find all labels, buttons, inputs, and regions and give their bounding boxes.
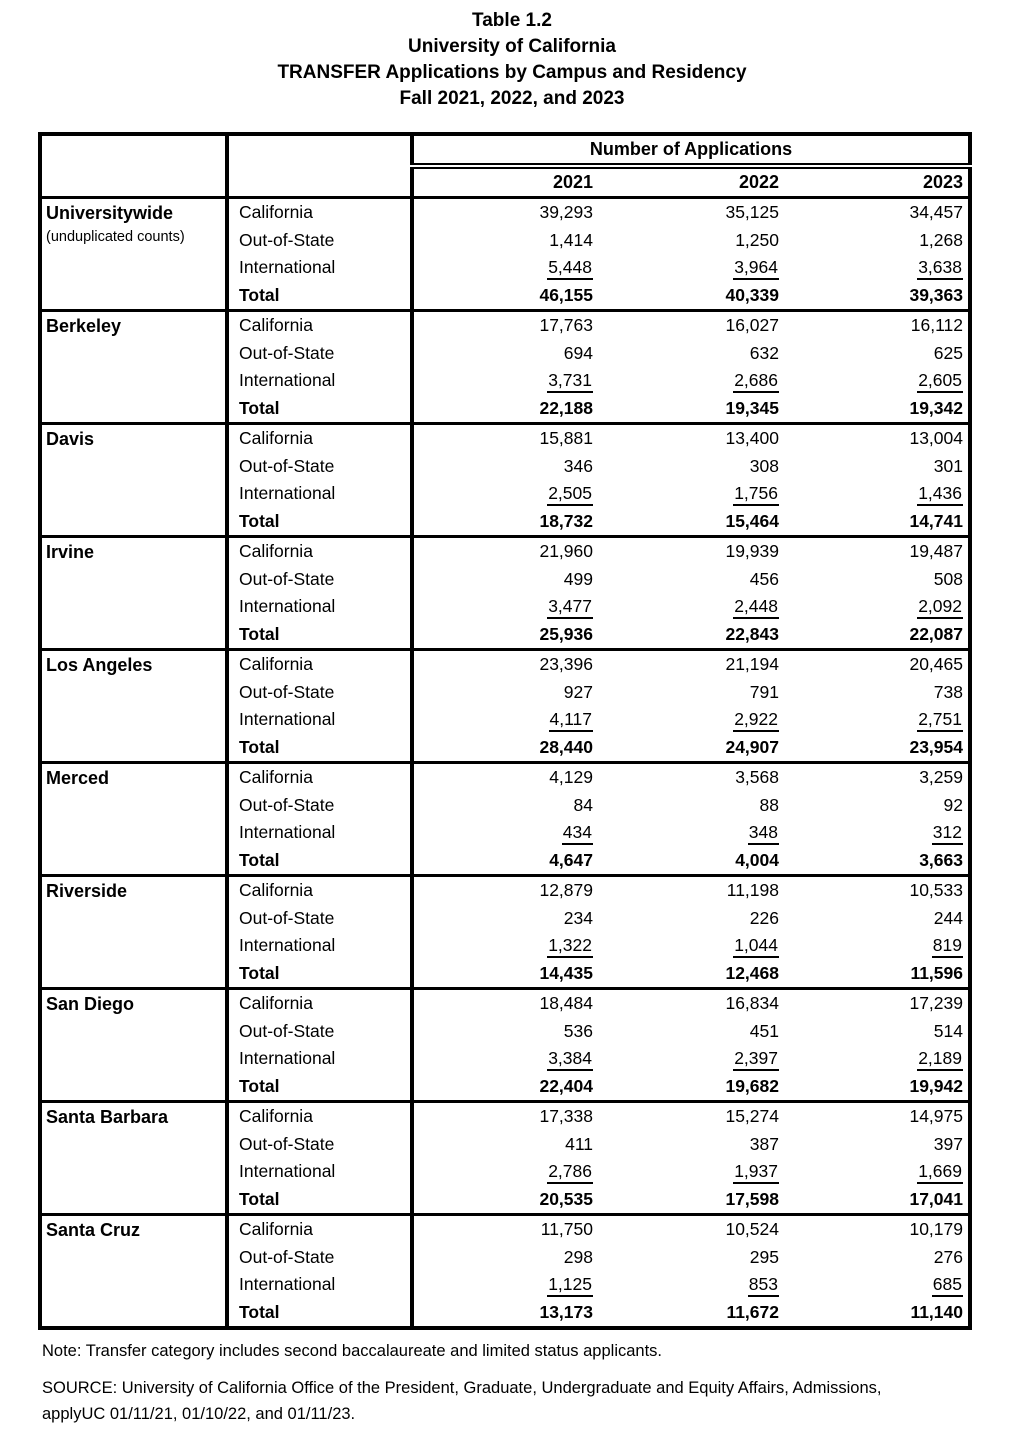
table-row — [40, 1215, 970, 1244]
campus-name: Los Angeles — [46, 655, 153, 675]
value-cell: 23,954 — [909, 736, 963, 757]
campus-name: Berkeley — [46, 316, 122, 336]
value-cell: 346 — [563, 455, 593, 476]
value-cell: 84 — [573, 794, 593, 815]
value-cell: 4,004 — [735, 849, 779, 870]
value-cell: 19,682 — [725, 1075, 779, 1096]
value-cell: 18,732 — [539, 510, 593, 531]
residency-label: International — [227, 1158, 412, 1186]
value-cell: 22,188 — [539, 397, 593, 418]
table-row — [40, 650, 970, 679]
value-cell — [412, 367, 598, 395]
source-note — [42, 1375, 982, 1427]
value-cell: 411 — [565, 1133, 593, 1154]
underlined-value: 1,937 — [733, 1161, 779, 1184]
value-cell: 17,598 — [725, 1188, 779, 1209]
value-cell: 19,942 — [909, 1075, 963, 1096]
value-cell — [784, 254, 970, 282]
underlined-value: 2,397 — [733, 1048, 779, 1071]
underlined-value: 1,669 — [917, 1161, 963, 1184]
campus-cell — [40, 1102, 227, 1215]
value-cell: 22,087 — [909, 623, 963, 644]
value-cell: 16,112 — [784, 311, 970, 340]
value-cell: 625 — [933, 342, 963, 363]
value-cell: 694 — [563, 342, 593, 363]
campus-name: Santa Barbara — [46, 1107, 169, 1127]
table-container — [38, 132, 1024, 1330]
residency-label: Total — [227, 621, 412, 650]
residency-label: Total — [227, 960, 412, 989]
table-row — [40, 876, 970, 905]
residency-label: Out-of-State — [227, 1244, 412, 1272]
value-cell: 19,345 — [725, 397, 779, 418]
value-cell: 35,125 — [598, 198, 784, 227]
residency-label: Total — [227, 1186, 412, 1215]
value-cell: 397 — [933, 1133, 963, 1154]
value-cell: 4,129 — [412, 763, 598, 792]
table-body — [40, 198, 970, 1329]
value-cell: 244 — [933, 907, 963, 928]
residency-label: International — [227, 932, 412, 960]
value-cell — [598, 1045, 784, 1073]
campus-cell — [40, 763, 227, 876]
value-cell: 17,041 — [909, 1188, 963, 1209]
value-cell: 1,250 — [735, 229, 779, 250]
value-cell: 15,881 — [412, 424, 598, 453]
residency-label: Out-of-State — [227, 227, 412, 255]
residency-label: Out-of-State — [227, 679, 412, 707]
campus-cell — [40, 311, 227, 424]
value-cell: 17,239 — [784, 989, 970, 1018]
value-cell: 234 — [563, 907, 593, 928]
value-cell: 456 — [749, 568, 779, 589]
residency-label: International — [227, 480, 412, 508]
document-title-block — [0, 8, 1024, 112]
title-line-3: TRANSFER Applications by Campus and Residency — [277, 62, 747, 83]
residency-label: Total — [227, 847, 412, 876]
value-cell: 3,259 — [784, 763, 970, 792]
value-cell — [784, 1045, 970, 1073]
underlined-value: 2,751 — [917, 709, 963, 732]
residency-label: Total — [227, 1299, 412, 1329]
value-cell: 1,414 — [549, 229, 593, 250]
value-cell — [412, 254, 598, 282]
residency-label: International — [227, 1045, 412, 1073]
value-cell: 88 — [759, 794, 779, 815]
residency-label: Out-of-State — [227, 566, 412, 594]
residency-label: International — [227, 254, 412, 282]
value-cell — [598, 1271, 784, 1299]
residency-label: International — [227, 593, 412, 621]
residency-label: Out-of-State — [227, 340, 412, 368]
value-cell — [598, 932, 784, 960]
table-row — [40, 198, 970, 227]
value-cell — [598, 1158, 784, 1186]
value-cell: 13,173 — [539, 1301, 593, 1322]
campus-cell — [40, 989, 227, 1102]
campus-name: Davis — [46, 429, 95, 449]
underlined-value: 2,189 — [917, 1048, 963, 1071]
year-header-2022: 2022 — [598, 166, 784, 198]
value-cell — [598, 819, 784, 847]
residency-label: California — [227, 311, 412, 340]
underlined-value: 3,477 — [547, 596, 593, 619]
underlined-value: 819 — [932, 935, 963, 958]
value-cell: 46,155 — [539, 284, 593, 305]
value-cell: 301 — [933, 455, 963, 476]
value-cell: 19,487 — [784, 537, 970, 566]
campus-cell — [40, 650, 227, 763]
table-row — [40, 537, 970, 566]
value-cell: 19,939 — [598, 537, 784, 566]
residency-label: Out-of-State — [227, 453, 412, 481]
value-cell — [412, 1271, 598, 1299]
underlined-value: 434 — [562, 822, 593, 845]
underlined-value: 2,092 — [917, 596, 963, 619]
value-cell: 632 — [749, 342, 779, 363]
residency-label: California — [227, 763, 412, 792]
value-cell: 14,975 — [784, 1102, 970, 1131]
title-line-2: University of California — [408, 36, 616, 57]
residency-label: Out-of-State — [227, 905, 412, 933]
value-cell: 295 — [749, 1246, 779, 1267]
value-cell: 12,468 — [725, 962, 779, 983]
value-cell — [784, 480, 970, 508]
underlined-value: 4,117 — [549, 709, 594, 732]
value-cell: 20,535 — [539, 1188, 593, 1209]
underlined-value: 348 — [748, 822, 779, 845]
value-cell — [598, 480, 784, 508]
underlined-value: 2,448 — [733, 596, 779, 619]
value-cell — [412, 1045, 598, 1073]
value-cell: 10,524 — [598, 1215, 784, 1244]
table-row — [40, 424, 970, 453]
value-cell: 40,339 — [725, 284, 779, 305]
value-cell: 3,663 — [919, 849, 963, 870]
table-row — [40, 763, 970, 792]
value-cell: 24,907 — [725, 736, 779, 757]
value-cell: 22,843 — [725, 623, 779, 644]
table-row — [40, 311, 970, 340]
value-cell — [784, 706, 970, 734]
value-cell: 15,464 — [725, 510, 779, 531]
underlined-value: 2,922 — [733, 709, 779, 732]
value-cell — [412, 819, 598, 847]
value-cell: 21,960 — [412, 537, 598, 566]
value-cell: 92 — [943, 794, 963, 815]
campus-cell — [40, 876, 227, 989]
underlined-value: 2,505 — [547, 483, 593, 506]
value-cell: 17,763 — [412, 311, 598, 340]
value-cell: 536 — [563, 1020, 593, 1041]
source-line-1: SOURCE: University of California Office of the President, Graduate, Undergraduate and Equity Affairs, Admissions, — [42, 1379, 882, 1397]
value-cell: 514 — [933, 1020, 963, 1041]
residency-label: Total — [227, 734, 412, 763]
underlined-value: 2,686 — [733, 370, 779, 393]
value-cell: 499 — [563, 568, 593, 589]
value-cell — [412, 480, 598, 508]
value-cell: 17,338 — [412, 1102, 598, 1131]
residency-label: Total — [227, 395, 412, 424]
value-cell — [412, 932, 598, 960]
value-cell — [598, 254, 784, 282]
residency-label: Total — [227, 1073, 412, 1102]
residency-label: California — [227, 1215, 412, 1244]
value-cell: 451 — [749, 1020, 779, 1041]
underlined-value: 1,756 — [733, 483, 779, 506]
value-cell — [412, 593, 598, 621]
residency-label: International — [227, 367, 412, 395]
value-cell: 16,027 — [598, 311, 784, 340]
value-cell — [412, 1158, 598, 1186]
campus-note: (unduplicated counts) — [46, 229, 185, 245]
title-line-4: Fall 2021, 2022, and 2023 — [399, 88, 625, 109]
value-cell — [784, 1271, 970, 1299]
residency-label: International — [227, 819, 412, 847]
value-cell: 25,936 — [539, 623, 593, 644]
underlined-value: 312 — [932, 822, 963, 845]
residency-label: Out-of-State — [227, 792, 412, 820]
value-cell: 11,750 — [412, 1215, 598, 1244]
residency-label: Total — [227, 282, 412, 311]
underlined-value: 685 — [932, 1274, 963, 1297]
value-cell: 13,004 — [784, 424, 970, 453]
value-cell: 11,140 — [910, 1301, 963, 1322]
value-cell: 22,404 — [539, 1075, 593, 1096]
value-cell: 21,194 — [598, 650, 784, 679]
applications-table — [38, 132, 972, 1330]
value-cell: 34,457 — [784, 198, 970, 227]
value-cell: 10,533 — [784, 876, 970, 905]
value-cell: 15,274 — [598, 1102, 784, 1131]
residency-label: California — [227, 876, 412, 905]
underlined-value: 1,044 — [733, 935, 779, 958]
underlined-value: 3,964 — [733, 257, 779, 280]
campus-name: Universitywide — [46, 203, 174, 223]
footnote: Note: Transfer category includes second baccalaureate and limited status applicants. — [42, 1342, 663, 1360]
residency-label: California — [227, 989, 412, 1018]
header-group-row — [40, 134, 970, 166]
value-cell: 508 — [933, 568, 963, 589]
campus-cell — [40, 424, 227, 537]
residency-label: International — [227, 706, 412, 734]
residency-label: California — [227, 537, 412, 566]
campus-cell — [40, 198, 227, 311]
underlined-value: 853 — [748, 1274, 779, 1297]
underlined-value: 3,384 — [547, 1048, 593, 1071]
value-cell: 39,363 — [909, 284, 963, 305]
underlined-value: 3,731 — [547, 370, 593, 393]
value-cell — [784, 367, 970, 395]
value-cell: 738 — [933, 681, 963, 702]
value-cell — [784, 1158, 970, 1186]
value-cell: 12,879 — [412, 876, 598, 905]
value-cell: 927 — [563, 681, 593, 702]
value-cell: 387 — [749, 1133, 779, 1154]
campus-cell — [40, 1215, 227, 1329]
source-line-2: applyUC 01/11/21, 01/10/22, and 01/11/23. — [42, 1405, 356, 1423]
value-cell — [784, 932, 970, 960]
underlined-value: 5,448 — [547, 257, 593, 280]
campus-cell — [40, 537, 227, 650]
value-cell — [784, 819, 970, 847]
residency-label: International — [227, 1271, 412, 1299]
value-cell: 39,293 — [412, 198, 598, 227]
residency-label: Out-of-State — [227, 1018, 412, 1046]
residency-label: Out-of-State — [227, 1131, 412, 1159]
underlined-value: 2,605 — [917, 370, 963, 393]
campus-name: Merced — [46, 768, 110, 788]
value-cell: 4,647 — [549, 849, 593, 870]
underlined-value: 3,638 — [917, 257, 963, 280]
value-cell — [598, 593, 784, 621]
residency-label: Total — [227, 508, 412, 537]
campus-name: Santa Cruz — [46, 1220, 141, 1240]
underlined-value: 1,436 — [917, 483, 963, 506]
column-group-header: Number of Applications — [412, 134, 970, 166]
residency-label: California — [227, 424, 412, 453]
value-cell: 14,435 — [539, 962, 593, 983]
value-cell: 19,342 — [909, 397, 963, 418]
value-cell: 13,400 — [598, 424, 784, 453]
underlined-value: 2,786 — [547, 1161, 593, 1184]
value-cell: 14,741 — [909, 510, 963, 531]
value-cell: 10,179 — [784, 1215, 970, 1244]
campus-name: Riverside — [46, 881, 128, 901]
header-empty-campus-cell — [40, 134, 227, 198]
value-cell: 11,672 — [726, 1301, 779, 1322]
year-header-2023: 2023 — [784, 166, 970, 198]
year-header-2021: 2021 — [412, 166, 598, 198]
residency-label: California — [227, 1102, 412, 1131]
value-cell — [598, 706, 784, 734]
residency-label: California — [227, 650, 412, 679]
value-cell: 1,268 — [919, 229, 963, 250]
value-cell: 308 — [749, 455, 779, 476]
value-cell — [784, 593, 970, 621]
value-cell: 20,465 — [784, 650, 970, 679]
value-cell: 18,484 — [412, 989, 598, 1018]
residency-label: California — [227, 198, 412, 227]
value-cell: 28,440 — [539, 736, 593, 757]
value-cell — [412, 706, 598, 734]
value-cell: 11,596 — [910, 962, 963, 983]
table-row — [40, 1102, 970, 1131]
campus-name: San Diego — [46, 994, 135, 1014]
underlined-value: 1,322 — [547, 935, 593, 958]
value-cell: 298 — [563, 1246, 593, 1267]
value-cell: 226 — [749, 907, 779, 928]
header-empty-residency-cell — [227, 134, 412, 198]
value-cell: 11,198 — [598, 876, 784, 905]
value-cell — [598, 367, 784, 395]
value-cell: 16,834 — [598, 989, 784, 1018]
value-cell: 23,396 — [412, 650, 598, 679]
table-row — [40, 989, 970, 1018]
value-cell: 791 — [749, 681, 779, 702]
campus-name: Irvine — [46, 542, 95, 562]
value-cell: 3,568 — [598, 763, 784, 792]
underlined-value: 1,125 — [547, 1274, 593, 1297]
title-line-1: Table 1.2 — [472, 10, 552, 31]
value-cell: 276 — [933, 1246, 963, 1267]
